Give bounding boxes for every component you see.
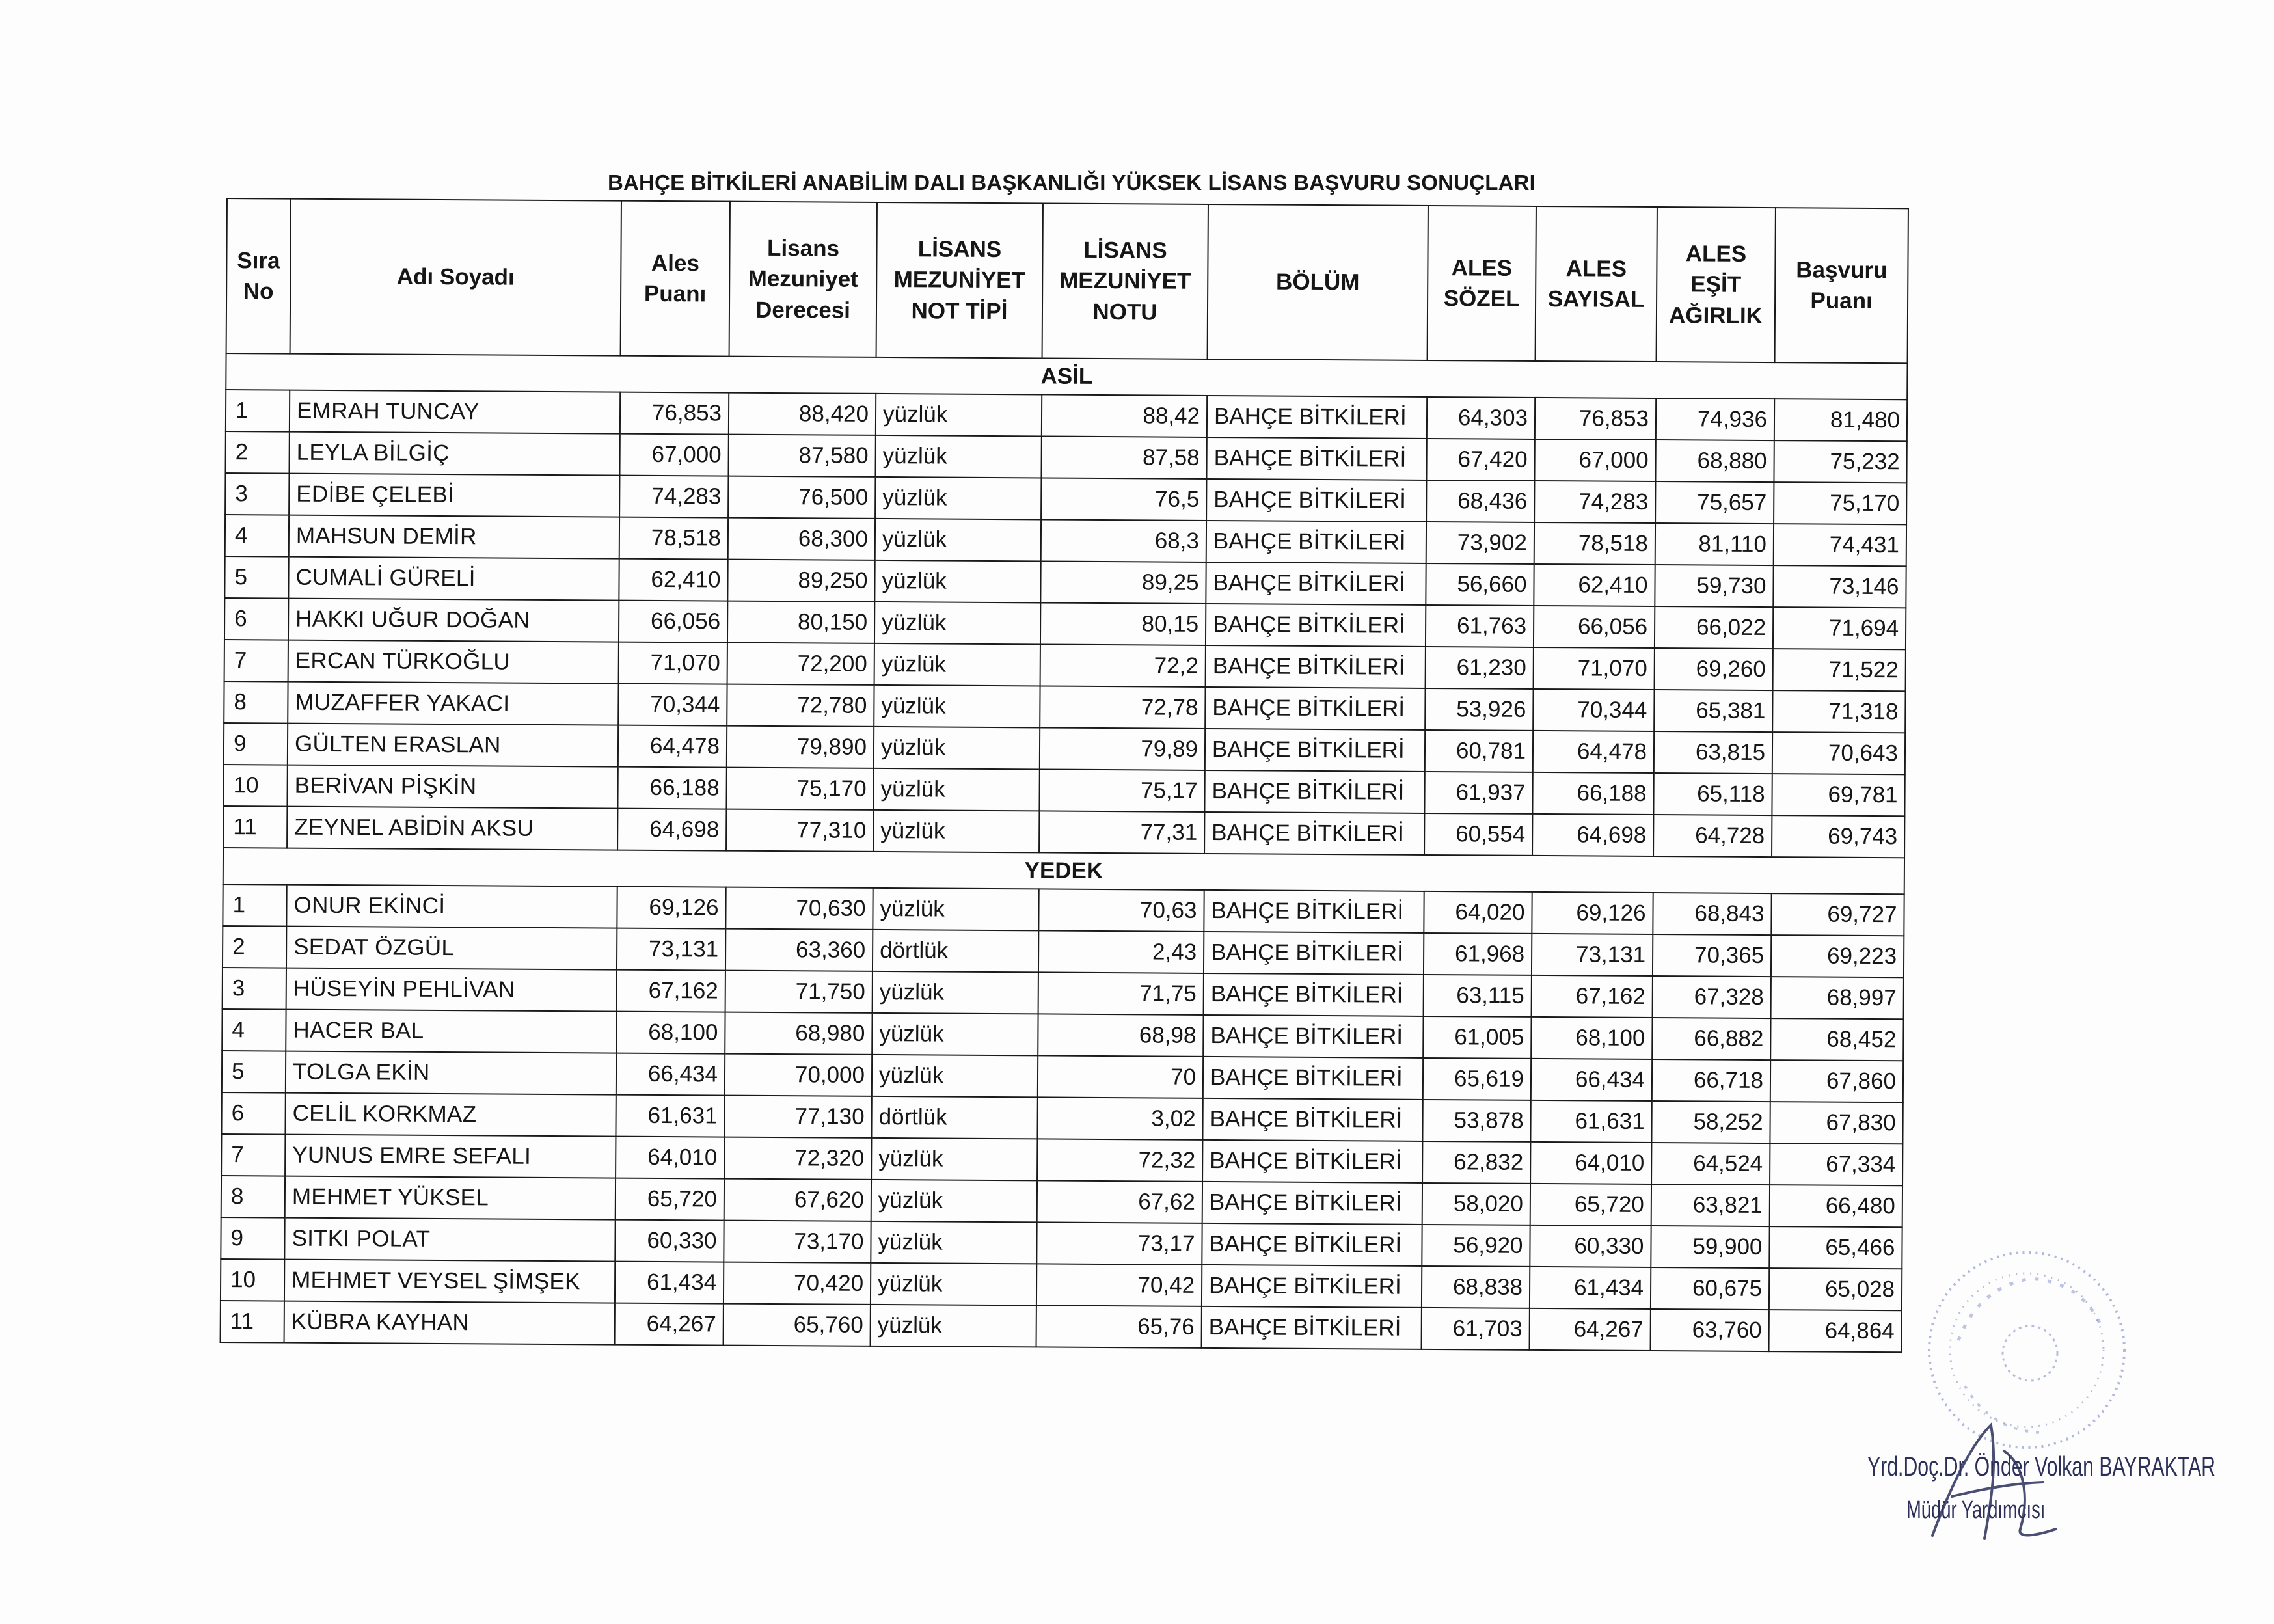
cell-ales-sozel: 61,763 [1426, 605, 1534, 647]
cell-ales-sozel: 62,832 [1422, 1141, 1530, 1184]
cell-ales-puani: 68,100 [616, 1012, 725, 1054]
cell-ales-sozel: 53,878 [1422, 1100, 1530, 1142]
cell-ales-sayisal: 65,720 [1530, 1184, 1651, 1226]
signer-name: Yrd.Doç.Dr. Önder Volkan BAYRAKTAR [1867, 1451, 2216, 1482]
cell-ales-puani: 65,720 [616, 1178, 724, 1221]
cell-ales-sozel: 64,020 [1424, 891, 1532, 934]
cell-sira-no: 11 [221, 1301, 284, 1343]
cell-adi-soyadi: YUNUS EMRE SEFALI [285, 1135, 616, 1178]
cell-adi-soyadi: MUZAFFER YAKACI [288, 682, 618, 725]
cell-mezuniyet-derecesi: 63,360 [725, 929, 873, 971]
cell-ales-sozel: 56,920 [1422, 1225, 1530, 1267]
column-header-ales-sayisal: ALES SAYISAL [1536, 206, 1657, 362]
cell-ales-sayisal: 66,188 [1532, 772, 1653, 815]
cell-ales-esit-agirlik: 68,880 [1655, 440, 1774, 482]
cell-mezuniyet-notu: 75,17 [1039, 769, 1204, 812]
cell-mezuniyet-notu: 68,98 [1038, 1014, 1203, 1057]
column-header-ales-esit-agirlik: ALES EŞİT AĞIRLIK [1657, 207, 1776, 362]
cell-mezuniyet-derecesi: 88,420 [729, 393, 876, 435]
cell-ales-esit-agirlik: 66,718 [1652, 1059, 1770, 1102]
column-header-not-tipi: LİSANS MEZUNİYET NOT TİPİ [876, 202, 1043, 359]
cell-ales-sozel: 61,703 [1422, 1308, 1530, 1350]
cell-mezuniyet-notu: 72,78 [1040, 686, 1205, 729]
cell-ales-sayisal: 68,100 [1531, 1017, 1652, 1059]
cell-not-tipi: yüzlük [874, 685, 1040, 728]
column-header-basvuru-puani: Başvuru Puanı [1775, 208, 1908, 363]
document-title: BAHÇE BİTKİLERİ ANABİLİM DALI BAŞKANLIĞI YÜKSEK LİSANS BAŞVURU SONUÇLARI [607, 170, 1536, 195]
cell-adi-soyadi: ERCAN TÜRKOĞLU [288, 640, 619, 684]
cell-mezuniyet-derecesi: 79,890 [727, 726, 874, 768]
cell-ales-sozel: 53,926 [1425, 688, 1533, 731]
cell-adi-soyadi: MEHMET VEYSEL ŞİMŞEK [284, 1260, 615, 1303]
cell-ales-sozel: 61,937 [1424, 772, 1532, 814]
table-body [221, 353, 1908, 1352]
cell-adi-soyadi: TOLGA EKİN [286, 1051, 616, 1095]
cell-basvuru-puani: 75,170 [1774, 482, 1906, 524]
cell-ales-esit-agirlik: 74,936 [1656, 398, 1774, 440]
cell-not-tipi: dörtlük [871, 1096, 1037, 1139]
cell-mezuniyet-derecesi: 70,630 [725, 887, 873, 930]
cell-ales-sozel: 73,902 [1426, 522, 1534, 564]
cell-ales-puani: 73,131 [617, 928, 725, 971]
cell-mezuniyet-derecesi: 72,200 [727, 643, 874, 685]
cell-ales-esit-agirlik: 66,022 [1655, 606, 1773, 649]
cell-not-tipi: dörtlük [873, 930, 1038, 973]
cell-mezuniyet-derecesi: 71,750 [725, 971, 873, 1013]
cell-ales-puani: 76,853 [620, 392, 729, 435]
cell-bolum: BAHÇE BİTKİLERİ [1206, 604, 1426, 647]
cell-bolum: BAHÇE BİTKİLERİ [1202, 1265, 1422, 1308]
cell-ales-sayisal: 61,631 [1530, 1100, 1651, 1143]
cell-mezuniyet-derecesi: 72,320 [724, 1137, 871, 1180]
cell-sira-no: 5 [224, 556, 288, 599]
cell-adi-soyadi: ONUR EKİNCİ [286, 885, 617, 928]
cell-ales-esit-agirlik: 67,328 [1653, 976, 1771, 1018]
cell-sira-no: 10 [223, 765, 287, 807]
cell-mezuniyet-derecesi: 68,980 [725, 1012, 872, 1055]
cell-sira-no: 3 [223, 968, 286, 1010]
cell-basvuru-puani: 67,334 [1770, 1143, 1902, 1185]
cell-ales-esit-agirlik: 64,524 [1651, 1143, 1770, 1185]
cell-basvuru-puani: 71,694 [1773, 607, 1906, 649]
cell-ales-sozel: 67,420 [1426, 439, 1534, 481]
cell-sira-no: 2 [223, 926, 286, 968]
cell-adi-soyadi: ZEYNEL ABİDİN AKSU [287, 807, 617, 850]
cell-sira-no: 6 [221, 1092, 285, 1135]
cell-adi-soyadi: KÜBRA KAYHAN [284, 1301, 615, 1345]
cell-not-tipi: yüzlük [871, 1305, 1036, 1347]
cell-sira-no: 4 [222, 1009, 286, 1051]
cell-ales-esit-agirlik: 63,760 [1651, 1309, 1769, 1351]
cell-mezuniyet-derecesi: 72,780 [727, 684, 874, 727]
cell-adi-soyadi: EDİBE ÇELEBİ [289, 474, 619, 517]
cell-ales-sayisal: 73,131 [1532, 934, 1653, 976]
cell-adi-soyadi: CUMALİ GÜRELİ [288, 557, 619, 601]
cell-ales-puani: 67,162 [617, 970, 725, 1012]
cell-mezuniyet-derecesi: 77,130 [724, 1096, 871, 1138]
cell-ales-sozel: 64,303 [1427, 397, 1535, 439]
cell-not-tipi: yüzlük [871, 1138, 1037, 1181]
cell-mezuniyet-derecesi: 70,000 [725, 1054, 872, 1096]
column-header-mezuniyet-notu: LİSANS MEZUNİYET NOTU [1042, 203, 1208, 359]
cell-ales-sozel: 68,838 [1422, 1266, 1530, 1308]
cell-ales-sayisal: 66,056 [1534, 606, 1655, 648]
cell-bolum: BAHÇE BİTKİLERİ [1206, 521, 1426, 563]
cell-bolum: BAHÇE BİTKİLERİ [1202, 1098, 1422, 1141]
cell-ales-puani: 67,000 [619, 434, 728, 476]
column-header-adi-soyadi: Adı Soyadı [290, 199, 621, 356]
cell-ales-sayisal: 71,070 [1534, 647, 1655, 690]
cell-ales-sozel: 65,619 [1423, 1058, 1531, 1100]
cell-ales-esit-agirlik: 65,381 [1654, 690, 1772, 732]
cell-not-tipi: yüzlük [873, 888, 1038, 931]
cell-mezuniyet-notu: 72,32 [1037, 1139, 1202, 1182]
cell-ales-sozel: 61,968 [1424, 933, 1532, 975]
cell-ales-sayisal: 76,853 [1535, 398, 1656, 440]
cell-mezuniyet-notu: 76,5 [1041, 478, 1206, 521]
cell-bolum: BAHÇE BİTKİLERİ [1203, 1057, 1423, 1100]
cell-sira-no: 8 [221, 1176, 285, 1218]
cell-bolum: BAHÇE BİTKİLERİ [1202, 1140, 1422, 1183]
cell-ales-sayisal: 74,283 [1534, 481, 1655, 523]
application-results-table [220, 198, 1909, 1353]
cell-bolum: BAHÇE BİTKİLERİ [1204, 973, 1424, 1016]
cell-ales-puani: 69,126 [617, 887, 725, 929]
cell-basvuru-puani: 67,860 [1770, 1060, 1903, 1102]
cell-ales-esit-agirlik: 59,900 [1651, 1226, 1769, 1268]
cell-ales-esit-agirlik: 70,365 [1653, 934, 1771, 977]
cell-mezuniyet-notu: 77,31 [1039, 811, 1204, 854]
cell-mezuniyet-notu: 3,02 [1037, 1097, 1202, 1140]
column-header-ales-sozel: ALES SÖZEL [1428, 206, 1536, 361]
cell-mezuniyet-notu: 68,3 [1041, 519, 1206, 562]
cell-basvuru-puani: 67,830 [1770, 1102, 1902, 1144]
cell-ales-esit-agirlik: 66,882 [1652, 1018, 1770, 1060]
column-header-ales-puani: Ales Puanı [621, 201, 730, 357]
cell-mezuniyet-derecesi: 75,170 [726, 768, 873, 810]
cell-not-tipi: yüzlük [875, 519, 1041, 562]
cell-basvuru-puani: 64,864 [1769, 1310, 1902, 1352]
cell-ales-puani: 62,410 [619, 559, 727, 601]
cell-adi-soyadi: BERİVAN PİŞKİN [287, 765, 617, 809]
cell-basvuru-puani: 70,643 [1772, 732, 1905, 774]
cell-mezuniyet-notu: 70 [1038, 1055, 1203, 1098]
cell-sira-no: 5 [222, 1051, 286, 1093]
cell-ales-puani: 70,344 [618, 684, 727, 726]
column-header-bolum: BÖLÜM [1208, 204, 1428, 360]
cell-ales-sayisal: 78,518 [1534, 522, 1655, 565]
cell-sira-no: 6 [224, 598, 288, 640]
cell-adi-soyadi: CELİL KORKMAZ [285, 1093, 616, 1137]
cell-not-tipi: yüzlük [874, 727, 1040, 770]
cell-adi-soyadi: MEHMET YÜKSEL [285, 1176, 616, 1220]
cell-bolum: BAHÇE BİTKİLERİ [1205, 729, 1425, 772]
cell-mezuniyet-notu: 89,25 [1040, 561, 1206, 604]
cell-ales-sayisal: 64,478 [1533, 731, 1654, 773]
cell-ales-sozel: 60,781 [1425, 730, 1533, 772]
cell-not-tipi: yüzlük [873, 971, 1038, 1014]
cell-adi-soyadi: MAHSUN DEMİR [289, 515, 619, 559]
cell-ales-puani: 71,070 [619, 642, 727, 684]
cell-adi-soyadi: EMRAH TUNCAY [290, 390, 620, 434]
cell-bolum: BAHÇE BİTKİLERİ [1206, 437, 1426, 480]
cell-ales-puani: 74,283 [619, 476, 728, 518]
cell-not-tipi: yüzlük [875, 435, 1041, 478]
cell-not-tipi: yüzlük [874, 643, 1040, 686]
cell-basvuru-puani: 68,452 [1770, 1018, 1903, 1061]
cell-mezuniyet-notu: 73,17 [1036, 1222, 1202, 1265]
cell-bolum: BAHÇE BİTKİLERİ [1206, 562, 1426, 605]
cell-ales-sayisal: 64,010 [1530, 1142, 1651, 1184]
cell-mezuniyet-derecesi: 77,310 [726, 809, 873, 852]
cell-sira-no: 9 [221, 1217, 284, 1260]
cell-basvuru-puani: 68,997 [1771, 977, 1904, 1019]
cell-ales-esit-agirlik: 75,657 [1655, 481, 1774, 524]
cell-not-tipi: yüzlük [875, 477, 1041, 520]
cell-mezuniyet-notu: 87,58 [1041, 436, 1206, 479]
cell-mezuniyet-notu: 70,42 [1036, 1264, 1202, 1306]
cell-ales-sozel: 58,020 [1422, 1183, 1530, 1225]
cell-adi-soyadi: LEYLA BİLGİÇ [289, 432, 619, 476]
cell-ales-puani: 61,434 [615, 1262, 724, 1304]
cell-basvuru-puani: 74,431 [1774, 524, 1906, 566]
cell-mezuniyet-notu: 2,43 [1038, 930, 1204, 973]
cell-not-tipi: yüzlük [874, 560, 1040, 603]
cell-ales-puani: 66,434 [616, 1053, 725, 1096]
cell-adi-soyadi: HACER BAL [286, 1010, 616, 1053]
cell-mezuniyet-derecesi: 89,250 [727, 560, 874, 602]
cell-sira-no: 8 [224, 681, 288, 724]
cell-ales-sayisal: 61,434 [1530, 1267, 1651, 1309]
cell-mezuniyet-notu: 65,76 [1036, 1305, 1202, 1348]
cell-ales-sayisal: 66,434 [1531, 1059, 1652, 1101]
cell-ales-puani: 60,330 [615, 1220, 724, 1262]
cell-basvuru-puani: 69,743 [1772, 815, 1904, 858]
cell-adi-soyadi: SITKI POLAT [284, 1218, 615, 1262]
cell-not-tipi: yüzlük [871, 1263, 1036, 1306]
cell-ales-esit-agirlik: 59,730 [1655, 565, 1773, 607]
cell-bolum: BAHÇE BİTKİLERİ [1204, 890, 1424, 933]
cell-basvuru-puani: 69,223 [1771, 935, 1904, 977]
cell-ales-puani: 78,518 [619, 517, 728, 560]
table-header-row [226, 198, 1908, 363]
cell-bolum: BAHÇE BİTKİLERİ [1207, 396, 1427, 439]
cell-sira-no: 7 [221, 1134, 285, 1176]
cell-mezuniyet-derecesi: 65,760 [724, 1304, 871, 1346]
cell-mezuniyet-notu: 67,62 [1037, 1180, 1202, 1223]
cell-ales-sozel: 68,436 [1426, 480, 1534, 522]
cell-ales-sayisal: 60,330 [1530, 1225, 1651, 1267]
cell-not-tipi: yüzlük [874, 602, 1040, 645]
cell-basvuru-puani: 69,781 [1772, 774, 1904, 816]
cell-ales-sozel: 63,115 [1424, 975, 1532, 1017]
cell-adi-soyadi: GÜLTEN ERASLAN [288, 724, 618, 767]
cell-mezuniyet-derecesi: 73,170 [724, 1221, 871, 1263]
cell-bolum: BAHÇE BİTKİLERİ [1202, 1182, 1422, 1225]
cell-sira-no: 3 [225, 473, 289, 515]
column-header-sira-no: Sıra No [226, 198, 291, 354]
cell-adi-soyadi: SEDAT ÖZGÜL [286, 927, 617, 970]
cell-ales-esit-agirlik: 65,118 [1653, 773, 1772, 815]
cell-ales-esit-agirlik: 63,821 [1651, 1184, 1770, 1226]
cell-not-tipi: yüzlük [873, 768, 1039, 811]
cell-bolum: BAHÇE BİTKİLERİ [1202, 1223, 1422, 1266]
cell-ales-puani: 64,478 [618, 725, 727, 768]
cell-bolum: BAHÇE BİTKİLERİ [1205, 687, 1425, 730]
cell-ales-sayisal: 69,126 [1532, 892, 1653, 934]
cell-ales-puani: 66,056 [619, 601, 727, 643]
cell-basvuru-puani: 65,466 [1769, 1226, 1902, 1269]
cell-ales-sayisal: 62,410 [1534, 564, 1655, 606]
cell-basvuru-puani: 81,480 [1774, 399, 1907, 441]
cell-not-tipi: yüzlük [876, 394, 1042, 437]
cell-ales-sayisal: 70,344 [1533, 689, 1654, 731]
cell-ales-esit-agirlik: 81,110 [1655, 523, 1774, 565]
cell-basvuru-puani: 65,028 [1769, 1268, 1902, 1310]
cell-basvuru-puani: 73,146 [1773, 565, 1906, 608]
cell-ales-esit-agirlik: 68,843 [1653, 893, 1771, 935]
cell-ales-sayisal: 64,698 [1532, 814, 1653, 856]
cell-mezuniyet-notu: 79,89 [1040, 727, 1205, 770]
cell-ales-sayisal: 67,000 [1534, 439, 1655, 481]
signer-title: Müdür Yardımcısı [1906, 1496, 2046, 1524]
cell-sira-no: 2 [225, 431, 289, 474]
cell-ales-esit-agirlik: 63,815 [1654, 731, 1772, 774]
cell-sira-no: 4 [225, 515, 289, 557]
cell-mezuniyet-derecesi: 70,420 [724, 1262, 871, 1305]
handwritten-signature-icon [1906, 1405, 2076, 1555]
cell-adi-soyadi: HÜSEYİN PEHLİVAN [286, 968, 617, 1012]
cell-mezuniyet-notu: 71,75 [1038, 972, 1204, 1015]
cell-ales-sayisal: 64,267 [1530, 1308, 1651, 1351]
cell-mezuniyet-derecesi: 87,580 [728, 435, 875, 477]
cell-bolum: BAHÇE BİTKİLERİ [1203, 1015, 1423, 1058]
cell-mezuniyet-notu: 72,2 [1040, 644, 1206, 687]
cell-sira-no: 11 [223, 806, 287, 848]
cell-mezuniyet-derecesi: 67,620 [724, 1179, 871, 1221]
cell-ales-esit-agirlik: 64,728 [1653, 815, 1772, 857]
cell-mezuniyet-derecesi: 76,500 [728, 476, 875, 519]
cell-basvuru-puani: 75,232 [1774, 440, 1906, 483]
cell-adi-soyadi: HAKKI UĞUR DOĞAN [288, 599, 619, 642]
cell-not-tipi: yüzlük [872, 1013, 1038, 1056]
cell-ales-sozel: 61,005 [1423, 1016, 1531, 1059]
cell-sira-no: 1 [226, 390, 290, 432]
cell-basvuru-puani: 71,318 [1772, 690, 1905, 733]
cell-basvuru-puani: 66,480 [1770, 1185, 1902, 1227]
cell-ales-puani: 64,698 [617, 809, 726, 851]
cell-ales-puani: 64,010 [616, 1137, 724, 1179]
cell-ales-esit-agirlik: 69,260 [1655, 648, 1773, 690]
cell-ales-esit-agirlik: 58,252 [1651, 1101, 1770, 1143]
cell-ales-puani: 66,188 [617, 767, 726, 809]
cell-sira-no: 10 [221, 1259, 284, 1301]
cell-basvuru-puani: 71,522 [1773, 649, 1906, 691]
cell-ales-sayisal: 67,162 [1532, 975, 1653, 1018]
cell-not-tipi: yüzlük [871, 1221, 1036, 1264]
cell-mezuniyet-derecesi: 80,150 [727, 601, 874, 643]
cell-bolum: BAHÇE BİTKİLERİ [1204, 932, 1424, 975]
cell-ales-puani: 61,631 [616, 1095, 724, 1137]
cell-bolum: BAHÇE BİTKİLERİ [1206, 645, 1426, 688]
cell-mezuniyet-notu: 80,15 [1040, 602, 1206, 645]
section-label: YEDEK [223, 848, 1904, 894]
cell-bolum: BAHÇE BİTKİLERİ [1206, 479, 1426, 522]
cell-ales-sozel: 61,230 [1426, 647, 1534, 689]
cell-ales-puani: 64,267 [615, 1303, 724, 1346]
column-header-lisans-mezuniyet-derecesi: Lisans Mezuniyet Derecesi [729, 202, 877, 357]
cell-not-tipi: yüzlük [871, 1180, 1037, 1223]
section-label: ASİL [226, 353, 1907, 399]
cell-bolum: BAHÇE BİTKİLERİ [1202, 1306, 1422, 1349]
cell-sira-no: 1 [223, 884, 286, 927]
cell-bolum: BAHÇE BİTKİLERİ [1204, 770, 1424, 813]
cell-sira-no: 7 [224, 640, 288, 682]
cell-not-tipi: yüzlük [873, 810, 1039, 853]
cell-mezuniyet-derecesi: 68,300 [728, 518, 875, 560]
cell-ales-esit-agirlik: 60,675 [1651, 1267, 1769, 1310]
cell-mezuniyet-notu: 88,42 [1042, 394, 1207, 437]
cell-sira-no: 9 [224, 723, 288, 765]
cell-ales-sozel: 60,554 [1424, 813, 1532, 856]
cell-bolum: BAHÇE BİTKİLERİ [1204, 812, 1424, 855]
cell-ales-sozel: 56,660 [1426, 563, 1534, 606]
cell-basvuru-puani: 69,727 [1771, 893, 1904, 936]
cell-not-tipi: yüzlük [872, 1055, 1038, 1098]
cell-mezuniyet-notu: 70,63 [1038, 889, 1204, 932]
